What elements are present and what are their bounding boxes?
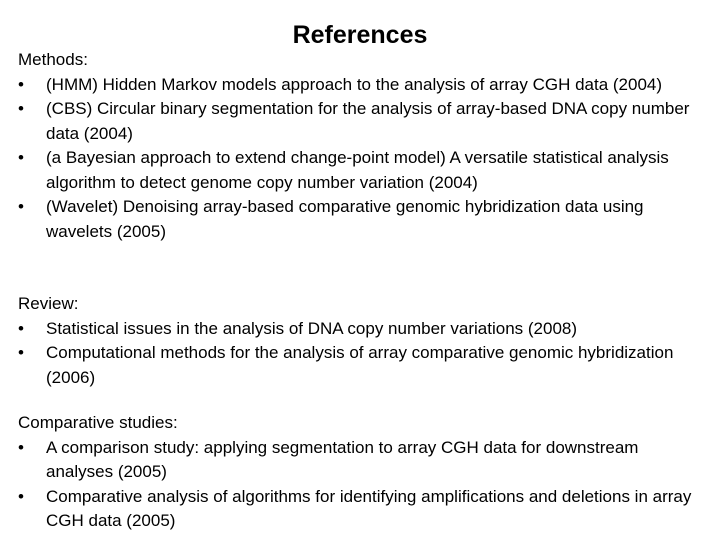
section-heading: Review: [18,294,79,313]
bullet-icon: • [18,437,24,457]
bullet-icon: • [18,486,24,506]
reference-text: (Wavelet) Denoising array-based comparative genomic hybridization data using wavelets (2005) [46,197,644,241]
reference-text: Computational methods for the analysis of array comparative genomic hybridization (2006) [46,343,674,387]
reference-text: A comparison study: applying segmentation to array CGH data for downstream analyses (2005) [46,437,639,481]
reference-text: (HMM) Hidden Markov models approach to the analysis of array CGH data (2004) [46,74,663,94]
list-item [18,341,708,390]
reference-list [18,73,708,245]
list-item [18,436,708,485]
section-heading: Comparative studies: [18,413,178,432]
section-methods [18,48,708,244]
section-review [18,292,708,390]
list-item [18,195,708,244]
page-title: References [292,21,428,49]
bullet-icon: • [18,148,24,167]
section-comparative-studies [18,411,708,534]
bullet-icon: • [18,99,24,118]
bullet-icon: • [18,318,24,338]
list-item [18,146,708,195]
reference-list [18,436,708,534]
bullet-icon: • [18,343,24,362]
section-heading: Methods: [18,50,88,69]
bullet-icon: • [18,74,24,94]
reference-text: Comparative analysis of algorithms for identifying amplifications and deletions in array CGH data (2005) [46,486,692,530]
list-item [18,97,708,146]
reference-text: (CBS) Circular binary segmentation for the analysis of array-based DNA copy number data (2004) [46,99,690,143]
reference-text: (a Bayesian approach to extend change-point model) A versatile statistical analysis algorithm to detect genome copy number variation (2004) [46,148,669,192]
list-item [18,73,708,98]
bullet-icon: • [18,197,24,216]
list-item [18,485,708,534]
reference-text: Statistical issues in the analysis of DNA copy number variations (2008) [46,318,578,338]
reference-list [18,317,708,391]
list-item [18,317,708,342]
